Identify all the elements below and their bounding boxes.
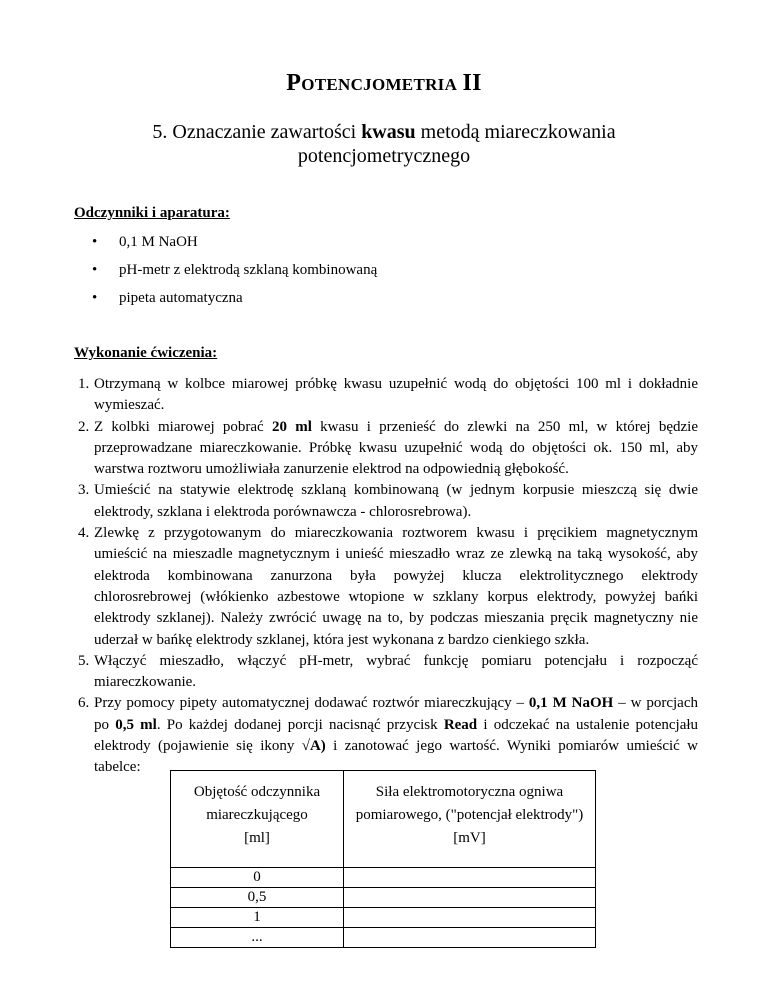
list-item: • 0,1 M NaOH — [92, 234, 198, 250]
exercise-title-line2: potencjometrycznego — [297, 145, 471, 167]
step-4: 4. Zlewkę z przygotowanym do miareczkowania roztworem kwasu i pręcikiem magnetycznym umieścić na mieszadle magnetycznym i unieść mieszadło wraz ze zlewką na taką wysokość, aby elektroda kombinowana zanurzona była powyżej klucza elektrolitycznego elektrody chlorosrebrowej (włókienko azbestowe wtopione w szklany korpus elektrody, powyżej bańki elektrody szklanej). Należy zwrócić uwagę na to, by podczas mieszania pręcik magnetyczny nie uderzał w bańkę elektrody szklanej, która jest wykonana z bardzo cienkiego szkła. — [78, 525, 698, 648]
exercise-title-bold: kwasu — [361, 121, 416, 143]
bullet-icon: • — [92, 262, 98, 278]
table-header-row — [171, 771, 596, 868]
check-icon-label: √A) — [301, 738, 326, 755]
exercise-title: 5. Oznaczanie zawartości kwasu metodą miareczkowania potencjometrycznego — [152, 121, 616, 167]
step-6: 6. Przy pomocy pipety automatycznej dodawać roztwór miareczkujący – 0,1 M NaOH – w porcjach po 0,5 ml. Po każdej dodanej porcji nacisnąć przycisk Read i odczekać na ustalenie potencjału elektrody (pojawienie się ikony √A) i zanotować jego wartość. Wyniki pomiarów umieścić w tabelce: — [78, 695, 699, 776]
bullet-icon: • — [92, 290, 98, 306]
results-table — [170, 770, 596, 948]
step-5: 5. Włączyć mieszadło, włączyć pH-metr, wybrać funkcję pomiaru potencjału i rozpocząć miareczkowanie. — [78, 652, 698, 691]
step-3: 3. Umieścić na statywie elektrodę szklaną kombinowaną (w jednym korpusie mieszczą się dwie elektrody, szklana i elektroda porównawcza - chlorosrebrowa). — [78, 482, 698, 520]
table-row: ... — [171, 928, 596, 948]
list-item: • pH-metr z elektrodą szklaną kombinowaną — [92, 262, 378, 278]
header-emf: Siła elektromotoryczna ogniwa pomiarowego, ("potencjał elektrody") [mV] — [344, 771, 596, 868]
procedure-heading: Wykonanie ćwiczenia: — [74, 345, 218, 361]
title-initial: P — [286, 70, 302, 96]
table-row: 0,5 — [171, 888, 596, 908]
header-volume: Objętość odczynnika miareczkującego [ml] — [171, 771, 344, 868]
bullet-icon: • — [92, 234, 98, 250]
procedure-steps — [74, 374, 698, 779]
title-numeral: II — [462, 70, 482, 96]
step-1: 1. Otrzymaną w kolbce miarowej próbkę kwasu uzupełnić wodą do objętości 100 ml i dokładnie wymieszać. — [78, 376, 698, 414]
table-row: 0 — [171, 868, 596, 888]
table-row: 1 — [171, 908, 596, 928]
page-title — [0, 70, 768, 97]
list-item: • pipeta automatyczna — [92, 290, 243, 306]
reagents-list — [92, 233, 377, 317]
title-rest: OTENCJOMETRIA — [301, 75, 458, 94]
step-2: 2. Z kolbki miarowej pobrać 20 ml kwasu i przenieść do zlewki na 250 ml, w której będzie przeprowadzane miareczkowanie. Próbkę kwasu uzupełnić wodą do objętości ok. 150 ml, aby warstwa roztworu umożliwiała zanurzenie elektrod na odpowiednią głębokość. — [78, 418, 698, 478]
reagents-heading: Odczynniki i aparatura: — [74, 205, 230, 221]
